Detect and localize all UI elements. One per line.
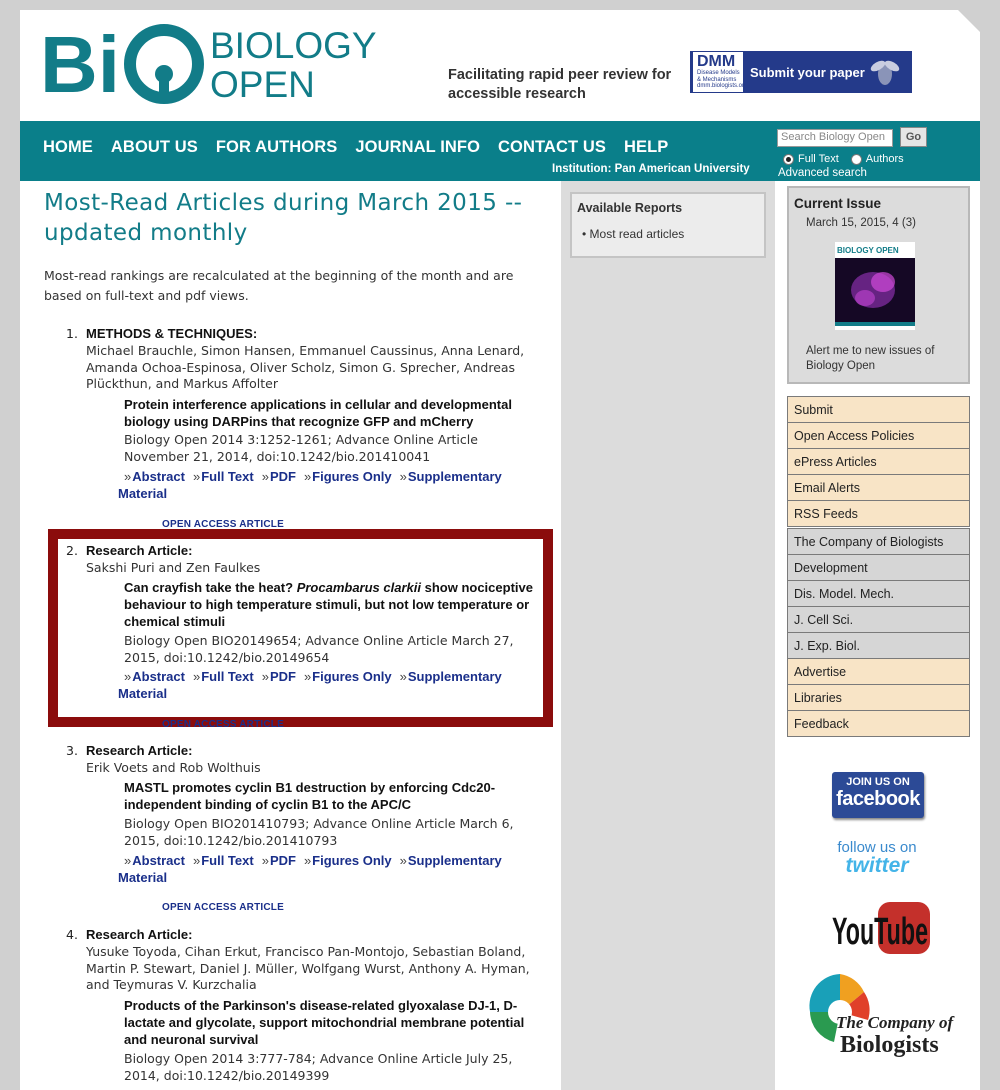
twitter-line1: follow us on bbox=[837, 839, 917, 856]
open-access-badge: OPEN ACCESS ARTICLE bbox=[162, 902, 284, 913]
article-authors: Erik Voets and Rob Wolthuis bbox=[86, 760, 261, 775]
page-corner bbox=[957, 9, 981, 33]
biology-open-logo[interactable] bbox=[40, 20, 410, 109]
article-title[interactable] bbox=[124, 579, 544, 630]
supplementary-link-2[interactable]: Material bbox=[118, 685, 168, 701]
article-links: »Abstract »Full Text »PDF »Figures Only »Supplementary Material bbox=[118, 469, 502, 501]
article-citation: Biology Open 2014 3:1252-1261; Advance Online Article November 21, 2014, doi:10.1242/bio.201410041 bbox=[124, 432, 478, 464]
facebook-line1: JOIN US ON bbox=[846, 776, 910, 788]
article-number: 3. bbox=[66, 743, 78, 758]
facebook-button[interactable] bbox=[832, 772, 924, 818]
search-options bbox=[783, 153, 904, 165]
logo-line2: OPEN bbox=[210, 64, 315, 105]
dmm-submit-label: Submit your paper bbox=[750, 64, 865, 80]
menu-company-of-biologists[interactable]: The Company of Biologists bbox=[787, 528, 970, 555]
institution-label: Institution: Pan American University bbox=[552, 163, 750, 175]
supplementary-link[interactable]: Supplementary bbox=[407, 853, 502, 868]
article-links: »Abstract »Full Text »PDF »Figures Only »Supplementary Material bbox=[118, 669, 502, 701]
radio-authors-dot[interactable] bbox=[851, 154, 862, 165]
dmm-sub2: & Mechanisms bbox=[697, 76, 737, 83]
menu-feedback[interactable]: Feedback bbox=[787, 710, 970, 737]
tagline bbox=[448, 66, 688, 104]
reports-title: Available Reports bbox=[577, 201, 683, 215]
figures-link[interactable]: Figures Only bbox=[312, 669, 392, 684]
dmm-logo-block bbox=[692, 51, 748, 93]
menu-submit[interactable]: Submit bbox=[787, 396, 970, 423]
pdf-link[interactable]: PDF bbox=[269, 669, 296, 684]
article-citation: Biology Open 2014 3:777-784; Advance Online Article July 25, 2014, doi:10.1242/bio.20149399 bbox=[124, 1051, 513, 1083]
article-authors: Michael Brauchle, Simon Hansen, Emmanuel Caussinus, Anna Lenard, Amanda Ochoa-Espinosa, Oliver Scholz, Simon G. Sprecher, Andreas Plückthun, and Markus Affolter bbox=[86, 343, 525, 391]
tagline-line1: Facilitating rapid peer review for bbox=[448, 67, 672, 83]
menu-epress-articles[interactable]: ePress Articles bbox=[787, 448, 970, 475]
article-authors: Yusuke Toyoda, Cihan Erkut, Francisco Pan-Montojo, Sebastian Boland, Martin P. Stewart, Daniel J. Müller, Wolfgang Wurst, Anthony A. Hyman, and Teymuras V. Kurzchalia bbox=[86, 944, 530, 992]
issue-alert-link[interactable]: Alert me to new issues of Biology Open bbox=[806, 345, 935, 372]
menu-libraries[interactable]: Libraries bbox=[787, 684, 970, 711]
fulltext-link[interactable]: Full Text bbox=[201, 853, 254, 868]
article-citation: Biology Open BIO20149654; Advance Online Article March 27, 2015, doi:10.1242/bio.20149654 bbox=[124, 633, 514, 665]
menu-open-access-policies[interactable]: Open Access Policies bbox=[787, 422, 970, 449]
pdf-link[interactable]: PDF bbox=[269, 853, 296, 868]
article-citation: Biology Open BIO201410793; Advance Online Article March 6, 2015, doi:10.1242/bio.201410793 bbox=[124, 816, 514, 848]
article-title[interactable]: Protein interference applications in cellular and developmental biology using DARPins that recognize GFP and mCherry bbox=[124, 397, 512, 429]
current-issue-box bbox=[787, 186, 970, 384]
facebook-line2: facebook bbox=[836, 788, 920, 810]
nav-journal-info[interactable]: JOURNAL INFO bbox=[355, 138, 481, 156]
menu-jcs[interactable]: J. Cell Sci. bbox=[787, 606, 970, 633]
nav-help[interactable]: HELP bbox=[623, 138, 669, 156]
article-number: 1. bbox=[66, 326, 78, 341]
side-menu bbox=[787, 397, 970, 737]
dmm-sub3: dmm.biologists.org bbox=[697, 83, 748, 90]
nav-home[interactable]: HOME bbox=[43, 138, 93, 156]
figures-link[interactable]: Figures Only bbox=[312, 853, 392, 868]
menu-dmm[interactable]: Dis. Model. Mech. bbox=[787, 580, 970, 607]
twitter-button[interactable] bbox=[832, 840, 922, 880]
logo-line1: BIOLOGY bbox=[210, 25, 377, 66]
abstract-link[interactable]: Abstract bbox=[132, 469, 185, 484]
nav-about-us[interactable]: ABOUT US bbox=[110, 138, 198, 156]
search-input[interactable]: Search Biology Open bbox=[777, 129, 893, 147]
cover-title: BIOLOGY OPEN bbox=[837, 246, 899, 255]
page bbox=[20, 10, 980, 1090]
cob-line2: Biologists bbox=[840, 1032, 939, 1058]
company-of-biologists-logo[interactable] bbox=[800, 968, 960, 1058]
logo-mark: Bi bbox=[40, 20, 120, 109]
fulltext-link[interactable]: Full Text bbox=[201, 669, 254, 684]
supplementary-link[interactable]: Supplementary bbox=[407, 469, 502, 484]
nav-links bbox=[43, 138, 668, 157]
fulltext-link[interactable]: Full Text bbox=[201, 469, 254, 484]
search-go-button[interactable]: Go bbox=[900, 127, 927, 147]
current-issue-date[interactable]: March 15, 2015, 4 (3) bbox=[806, 217, 916, 229]
supplementary-link-2[interactable]: Material bbox=[118, 869, 168, 885]
current-issue-title: Current Issue bbox=[794, 196, 882, 211]
supplementary-link[interactable]: Supplementary bbox=[407, 669, 502, 684]
dmm-submit-banner[interactable] bbox=[690, 51, 912, 93]
article-type: Research Article: bbox=[86, 743, 193, 758]
menu-rss-feeds[interactable]: RSS Feeds bbox=[787, 500, 970, 527]
menu-advertise[interactable]: Advertise bbox=[787, 658, 970, 685]
intro-text: Most-read rankings are recalculated at the beginning of the month and are based on full-text and pdf views. bbox=[44, 268, 514, 303]
article-type: Research Article: bbox=[86, 927, 193, 942]
article-title[interactable]: MASTL promotes cyclin B1 destruction by enforcing Cdc20-independent binding of cyclin B1 to the APC/C bbox=[124, 780, 496, 812]
menu-email-alerts[interactable]: Email Alerts bbox=[787, 474, 970, 501]
title-species[interactable]: Procambarus clarkii bbox=[296, 580, 421, 595]
radio-fulltext-label: Full Text bbox=[798, 153, 839, 165]
available-reports-box bbox=[570, 192, 766, 258]
supplementary-link-2[interactable]: Material bbox=[118, 485, 168, 501]
radio-fulltext-dot[interactable] bbox=[783, 154, 794, 165]
advanced-search-link[interactable]: Advanced search bbox=[778, 167, 867, 179]
open-access-badge: OPEN ACCESS ARTICLE bbox=[162, 719, 284, 730]
twitter-line2: twitter bbox=[845, 854, 909, 877]
tagline-line2: accessible research bbox=[448, 86, 586, 102]
youtube-label: YouTube bbox=[832, 911, 928, 953]
menu-development[interactable]: Development bbox=[787, 554, 970, 581]
dmm-sub1: Disease Models bbox=[697, 70, 740, 77]
article-number: 4. bbox=[66, 927, 78, 942]
article-title[interactable]: Products of the Parkinson's disease-related glyoxalase DJ-1, D-lactate and glycolate, support mitochondrial membrane potential and neuronal survival bbox=[124, 998, 525, 1047]
open-access-badge: OPEN ACCESS ARTICLE bbox=[162, 519, 284, 530]
article-number: 2. bbox=[66, 543, 78, 558]
middle-column bbox=[561, 181, 775, 1090]
article-links: »Abstract »Full Text »PDF »Figures Only »Supplementary Material bbox=[118, 853, 502, 885]
radio-fulltext[interactable] bbox=[783, 153, 839, 165]
dmm-logo: DMM bbox=[697, 53, 736, 71]
cob-line1: The Company of bbox=[836, 1013, 954, 1032]
reports-item-most-read[interactable]: • Most read articles bbox=[582, 227, 685, 241]
page-title: Most-Read Articles during March 2015 -- updated monthly bbox=[44, 190, 523, 246]
pdf-link[interactable]: PDF bbox=[269, 469, 296, 484]
article-authors: Sakshi Puri and Zen Faulkes bbox=[86, 560, 261, 575]
article-type: Research Article: bbox=[86, 543, 193, 558]
article-type: METHODS & TECHNIQUES: bbox=[86, 326, 258, 341]
menu-jeb[interactable]: J. Exp. Biol. bbox=[787, 632, 970, 659]
nav-contact-us[interactable]: CONTACT US bbox=[498, 138, 606, 156]
title-part-b[interactable]: show nociceptive behaviour to high temperature stimuli, but not low temperature or chemical stimuli bbox=[124, 580, 533, 629]
reports-item-label[interactable]: Most read articles bbox=[589, 227, 685, 241]
nav-for-authors[interactable]: FOR AUTHORS bbox=[215, 138, 338, 156]
figures-link[interactable]: Figures Only bbox=[312, 469, 392, 484]
issue-cover-image[interactable] bbox=[835, 242, 915, 330]
abstract-link[interactable]: Abstract bbox=[132, 853, 185, 868]
radio-authors[interactable] bbox=[851, 153, 904, 165]
title-part-a[interactable]: Can crayfish take the heat? bbox=[124, 580, 294, 595]
youtube-button[interactable] bbox=[832, 898, 932, 958]
abstract-link[interactable]: Abstract bbox=[132, 669, 185, 684]
fly-icon bbox=[869, 54, 901, 90]
radio-authors-label: Authors bbox=[865, 153, 904, 165]
